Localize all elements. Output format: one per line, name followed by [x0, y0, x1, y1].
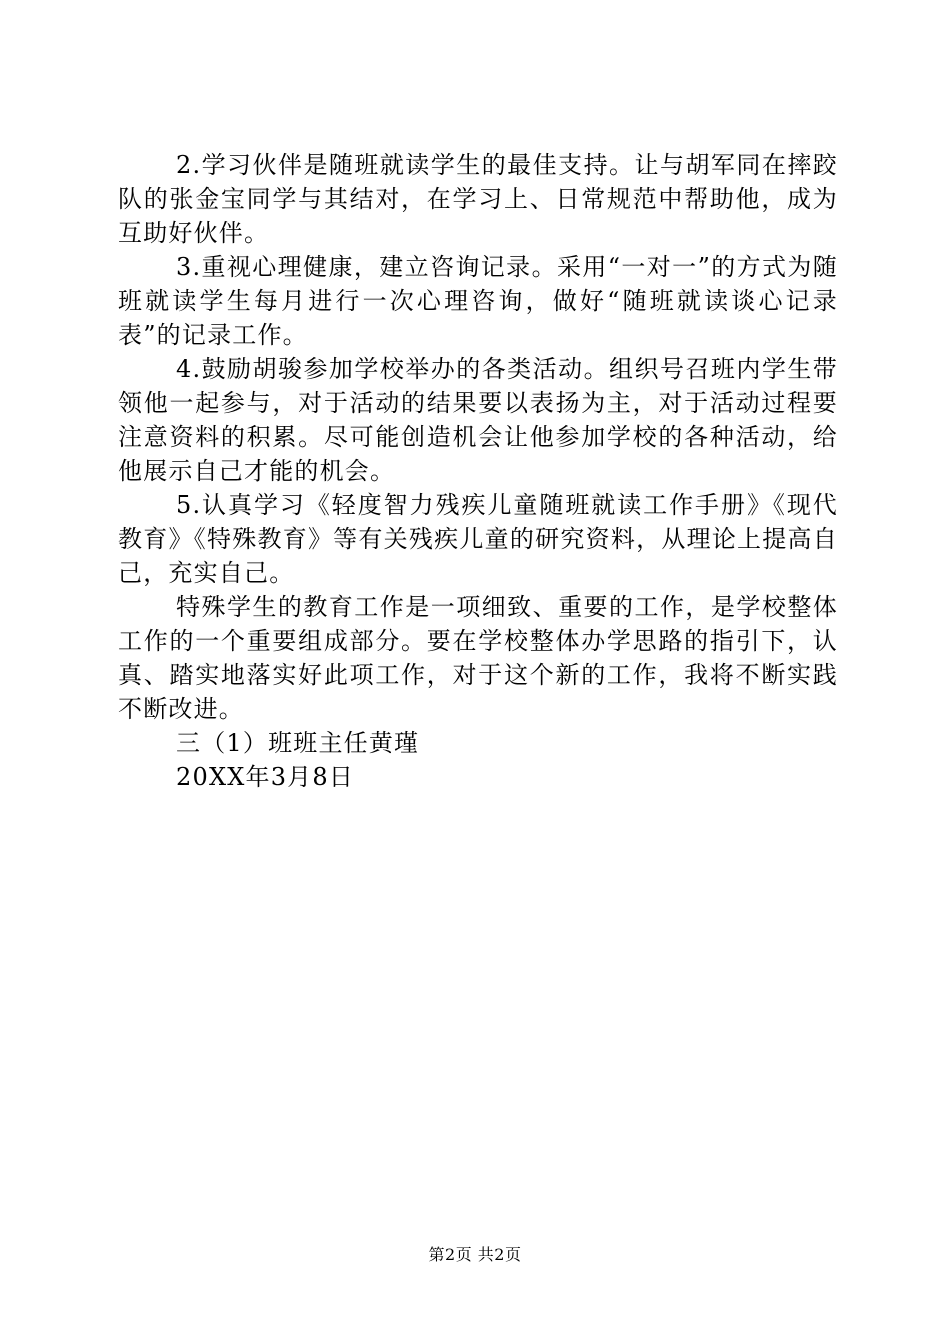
paragraph-study-materials: 5.认真学习《轻度智力残疾儿童随班就读工作手册》《现代教育》《特殊教育》等有关残疾儿童的研究资料，从理论上提高自己，充实自己。: [118, 491, 838, 587]
signature-line: 三（1）班班主任黄瑾: [176, 729, 420, 757]
paragraph-mental-health: 3.重视心理健康，建立咨询记录。采用“一对一”的方式为随班就读学生每月进行一次心理咨询，做好“随班就读谈心记录表”的记录工作。: [118, 253, 838, 349]
page-footer: 第2页 共2页: [428, 1245, 522, 1264]
date-line: 20XX年3月8日: [176, 763, 355, 791]
paragraph-study-partner: 2.学习伙伴是随班就读学生的最佳支持。让与胡军同在摔跤队的张金宝同学与其结对，在学习上、日常规范中帮助他，成为互助好伙伴。: [118, 151, 838, 247]
paragraph-activities: 4.鼓励胡骏参加学校举办的各类活动。组织号召班内学生带领他一起参与，对于活动的结果要以表扬为主，对于活动过程要注意资料的积累。尽可能创造机会让他参加学校的各种活动，给他展示自己才能的机会。: [118, 355, 838, 485]
document-body: [118, 148, 838, 794]
paragraph-conclusion: 特殊学生的教育工作是一项细致、重要的工作，是学校整体工作的一个重要组成部分。要在学校整体办学思路的指引下，认真、踏实地落实好此项工作，对于这个新的工作，我将不断实践不断改进。: [118, 593, 838, 723]
